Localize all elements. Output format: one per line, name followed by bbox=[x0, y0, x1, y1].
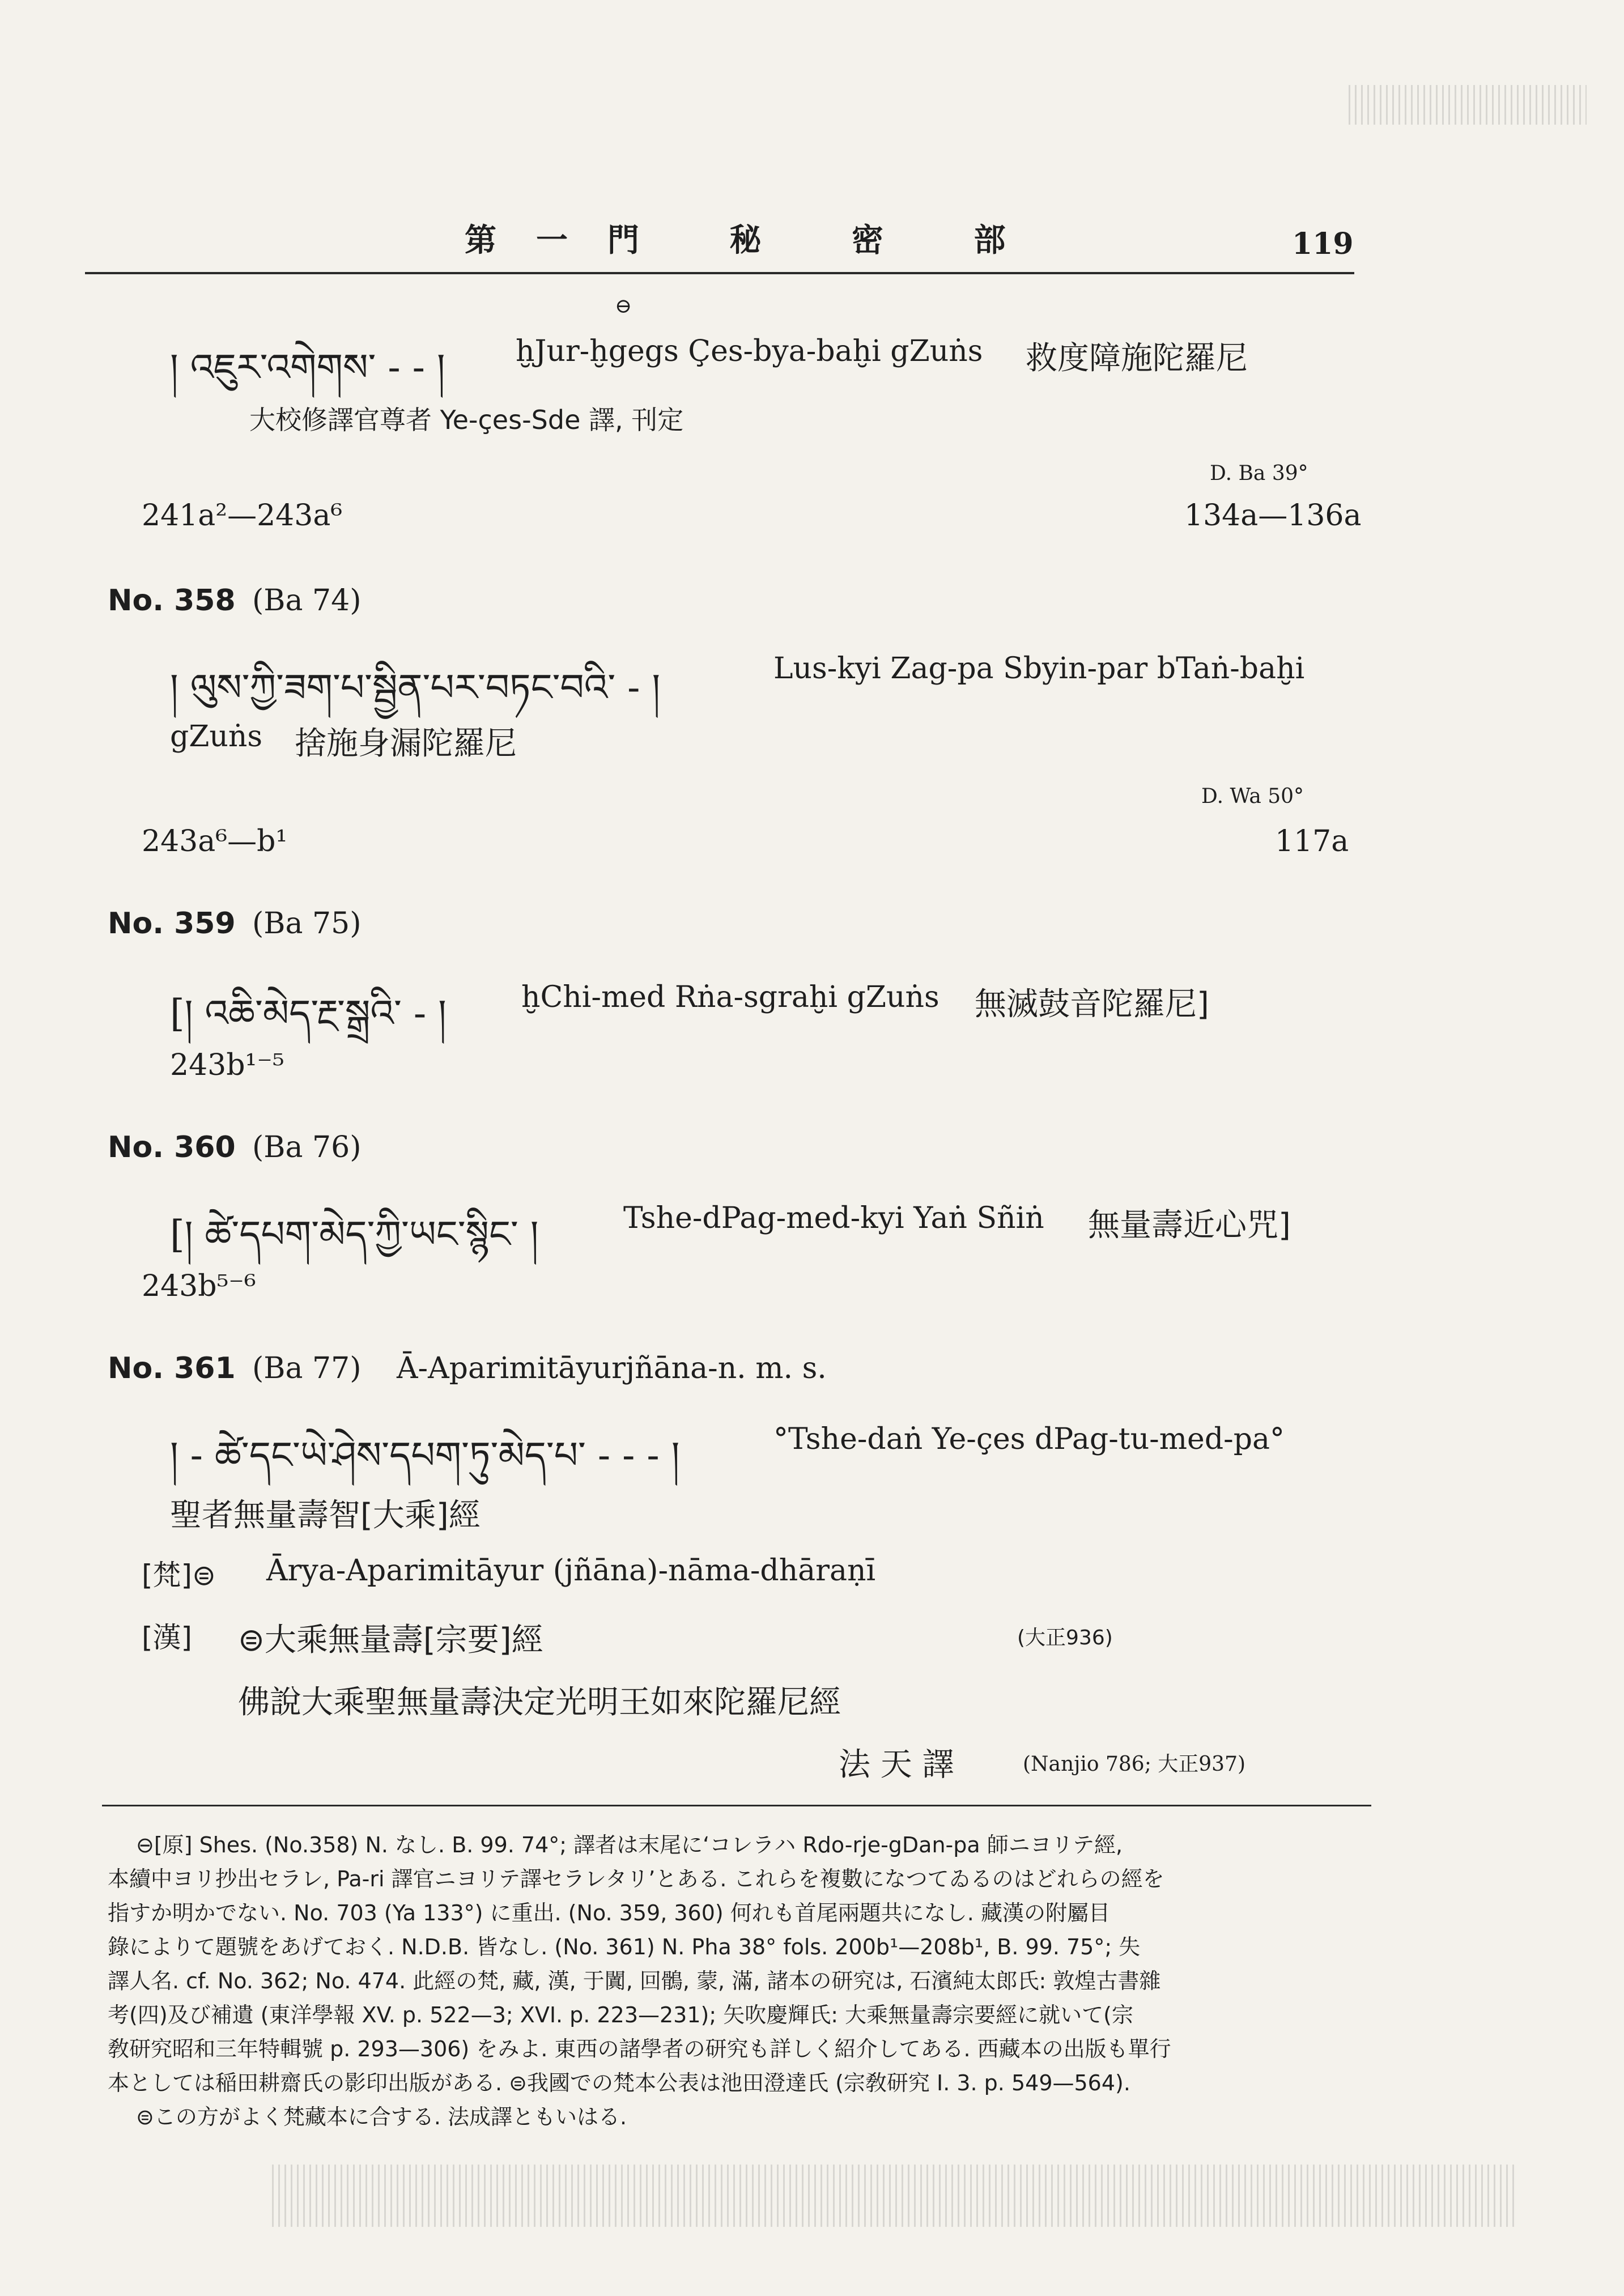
e361-han-text: ⊜大乘無量壽[宗要]經 bbox=[238, 1622, 543, 1659]
e361-han-text-2: 佛說大乘聖無量壽決定光明王如來陀羅尼經 bbox=[238, 1684, 841, 1721]
e358-loc-right: 117a bbox=[1275, 824, 1349, 858]
e358-d-ref: D. Wa 50° bbox=[1201, 785, 1304, 808]
e361-number: No. 361 bbox=[108, 1351, 236, 1385]
footnote-line: 本續中ヨリ抄出セラレ, Pa-ri 譯官ニヨリテ譯セラレタリ’とある. これらを複數になつてゐるのはどれらの經を bbox=[108, 1866, 1164, 1891]
scan-noise-top bbox=[1349, 85, 1587, 125]
e357-loc-left: 241a²—243a⁶ bbox=[142, 499, 343, 533]
e358-ref: (Ba 74) bbox=[252, 584, 362, 618]
e361-chinese-title: 聖者無量壽智[大乘]經 bbox=[170, 1497, 481, 1534]
footnote-line: 指すか明かでない. No. 703 (Ya 133°) に重出. (No. 359, 360) 何れも首尾兩題共になし. 藏漢の附屬目 bbox=[108, 1900, 1110, 1925]
e357-chinese: 救度障施陀羅尼 bbox=[1026, 340, 1248, 377]
e361-skt-text: Ārya-Aparimitāyur (jñāna)-nāma-dhāraṇī bbox=[266, 1554, 876, 1588]
e361-taisho-936: (大正936) bbox=[1017, 1626, 1113, 1649]
e358-tibetan: ། ལུས་ཀྱི་ཟག་པ་སྦྱིན་པར་བཏང་བའི་ - ། bbox=[170, 666, 661, 709]
e360-number: No. 360 bbox=[108, 1130, 236, 1164]
footnote-rule bbox=[102, 1805, 1371, 1806]
e359-number: No. 359 bbox=[108, 907, 236, 941]
e360-ref: (Ba 76) bbox=[252, 1130, 362, 1164]
e360-loc: 243b⁵⁻⁶ bbox=[142, 1269, 256, 1303]
e361-tibetan: ། - ཚེ་དང་ཡེ་ཤེས་དཔག་ཏུ་མེད་པ་ - - - ། bbox=[170, 1434, 680, 1477]
e358-chinese: 捨施身漏陀羅尼 bbox=[295, 725, 517, 762]
e361-ref: (Ba 77) bbox=[252, 1351, 362, 1385]
e359-chinese: 無滅鼓音陀羅尼] bbox=[975, 986, 1209, 1023]
e361-translator-ref: (Nanjio 786; 大正937) bbox=[1023, 1753, 1246, 1776]
e361-roman: °Tshe-daṅ Ye-çes dPag-tu-med-pa° bbox=[773, 1422, 1285, 1456]
e361-sanskrit-title: Ā-Aparimitāyurjñāna-n. m. s. bbox=[397, 1351, 827, 1385]
e358-number: No. 358 bbox=[108, 584, 236, 618]
e359-loc: 243b¹⁻⁵ bbox=[170, 1048, 284, 1082]
e360-chinese: 無量壽近心咒] bbox=[1088, 1207, 1291, 1244]
footnote-line: 本としては稲田耕齋氏の影印出版がある. ⊜我國での梵本公表は池田澄達氏 (宗敎研究 I. 3. p. 549—564). bbox=[108, 2070, 1130, 2095]
e360-tibetan: [། ཚེ་དཔག་མེད་ཀྱི་ཡང་སྙིང་ ། bbox=[170, 1213, 539, 1256]
e360-roman: Tshe-dPag-med-kyi Yaṅ Sñiṅ bbox=[623, 1201, 1044, 1235]
e361-han-label: [漢] bbox=[142, 1621, 193, 1654]
e359-ref: (Ba 75) bbox=[252, 907, 362, 941]
e361-skt-label: [梵]⊜ bbox=[142, 1559, 216, 1592]
e357-loc-right: 134a—136a bbox=[1184, 499, 1362, 533]
e359-tibetan: [། འཆི་མེད་རྔ་སྒྲའི་ - ། bbox=[170, 992, 447, 1035]
footnote-line: 譯人名. cf. No. 362; No. 474. 此經の梵, 藏, 漢, 于闐, 回鶻, 蒙, 滿, 諸本の研究は, 石濱純太郎氏: 敦煌古書雜 bbox=[108, 1968, 1161, 1993]
e358-roman-2: gZuṅs bbox=[170, 720, 263, 754]
e357-circle-mark: ⊖ bbox=[615, 295, 632, 318]
footnote-line: 敎研究昭和三年特輯號 p. 293—306) をみよ. 東西の諸學者の研究も詳しく紹介してある. 西藏本の出版も單行 bbox=[108, 2036, 1171, 2061]
page-number: 119 bbox=[1292, 227, 1354, 261]
page-title: 第一門 秘 密 部 bbox=[465, 222, 1045, 259]
e359-roman: ḫChi-med Rṅa-sgraḫi gZuṅs bbox=[521, 980, 939, 1014]
e357-tibetan: ། འཇུར་འགེགས་ - - ། bbox=[170, 346, 445, 389]
e357-roman: ḫJur-ḫgegs Çes-bya-baḫi gZuṅs bbox=[516, 334, 983, 368]
footnote-line: ⊖[原] Shes. (No.358) N. なし. B. 99. 74°; 譯者は末尾に‘コレラハ Rdo-rje-gDan-pa 師ニヨリテ經, bbox=[136, 1832, 1123, 1857]
e358-loc-left: 243a⁶—b¹ bbox=[142, 824, 288, 858]
scan-noise-bottom bbox=[272, 2165, 1519, 2227]
e361-translator: 法 天 譯 bbox=[839, 1746, 954, 1783]
footnote-line: ⊜この方がよく梵藏本に合する. 法成譯ともいはる. bbox=[136, 2104, 627, 2129]
e357-translator: 大校修譯官尊者 Ye-çes-Sde 譯, 刊定 bbox=[249, 405, 684, 435]
e358-roman-1: Lus-kyi Zag-pa Sbyin-par bTaṅ-baḫi bbox=[773, 652, 1305, 686]
e357-d-ref: D. Ba 39° bbox=[1210, 462, 1308, 485]
footnote-line: 錄によりて題號をあげておく. N.D.B. 皆なし. (No. 361) N. Pha 38° fols. 200b¹—208b¹, B. 99. 75°; 失 bbox=[108, 1934, 1141, 1959]
footnote-line: 考(四)及び補遺 (東洋學報 XV. p. 522—3; XVI. p. 223—231); 矢吹慶輝氏: 大乘無量壽宗要經に就いて(宗 bbox=[108, 2002, 1133, 2027]
header-rule bbox=[85, 272, 1354, 274]
